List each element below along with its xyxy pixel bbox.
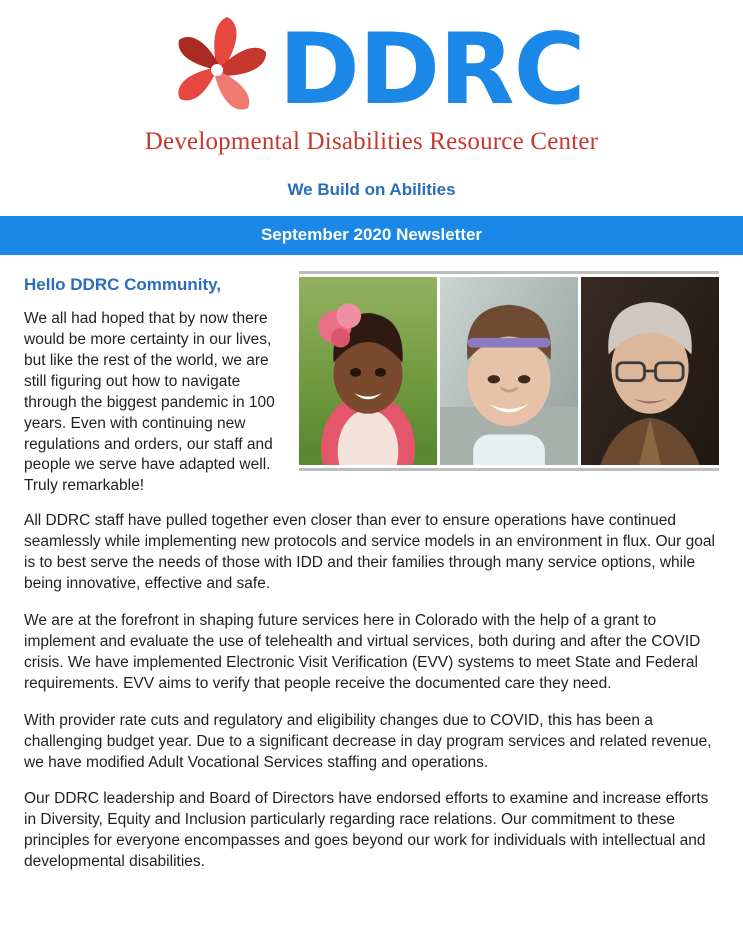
photo-woman-smiling [440,277,578,465]
photo-older-woman [581,277,719,465]
logo-header [0,0,743,158]
tagline: We Build on Abilities [287,180,456,199]
photo-strip [299,271,719,471]
logo-wordmark: DDRC [278,13,585,127]
newsletter-banner: September 2020 Newsletter [0,216,743,255]
greeting: Hello DDRC Community, [24,275,222,294]
paragraph-5: Our DDRC leadership and Board of Directors have endorsed efforts to examine and increase efforts in Diversity, Equity and Inclusion particularly regarding race relations. Our commitment to these principles for everyone encompasses and goes beyond our work for individuals with intellectual and developmental disabilities. [24,790,709,871]
logo-row [0,14,743,126]
paragraph-1: We all had hoped that by now there would be more certainty in our lives, but like the rest of the world, we are still figuring out how to navigate through the biggest pandemic in 100 years. Even with continuing new regulations and orders, our staff and people we serve have adapted well. Truly remarkable! [24,310,275,495]
newsletter-body [0,255,743,889]
logo-subtitle: Developmental Disabilities Resource Center [144,128,599,155]
pinwheel-logo-icon [158,15,276,125]
photo-young-girl-outdoors [299,277,437,465]
paragraph-3: We are at the forefront in shaping future services here in Colorado with the help of a grant to implement and evaluate the use of telehealth and virtual services, both during and after the COVID crisis. We have implemented Electronic Visit Verification (EVV) systems to meet State and Federal requirements. EVV aims to verify that people receive the documented care they need. [24,611,701,692]
paragraph-4: With provider rate cuts and regulatory and eligibility changes due to COVID, this has been a challenging budget year. Due to a significant decrease in day program services and related revenue, we have modified Adult Vocational Services staffing and operations. [24,711,712,771]
paragraph-2: All DDRC staff have pulled together even closer than ever to ensure operations have continued seamlessly while implementing new protocols and service models in an environment in flux. Our goal is to best serve the needs of those with IDD and their families through many service options, while being innovative, effective and safe. [24,512,715,593]
